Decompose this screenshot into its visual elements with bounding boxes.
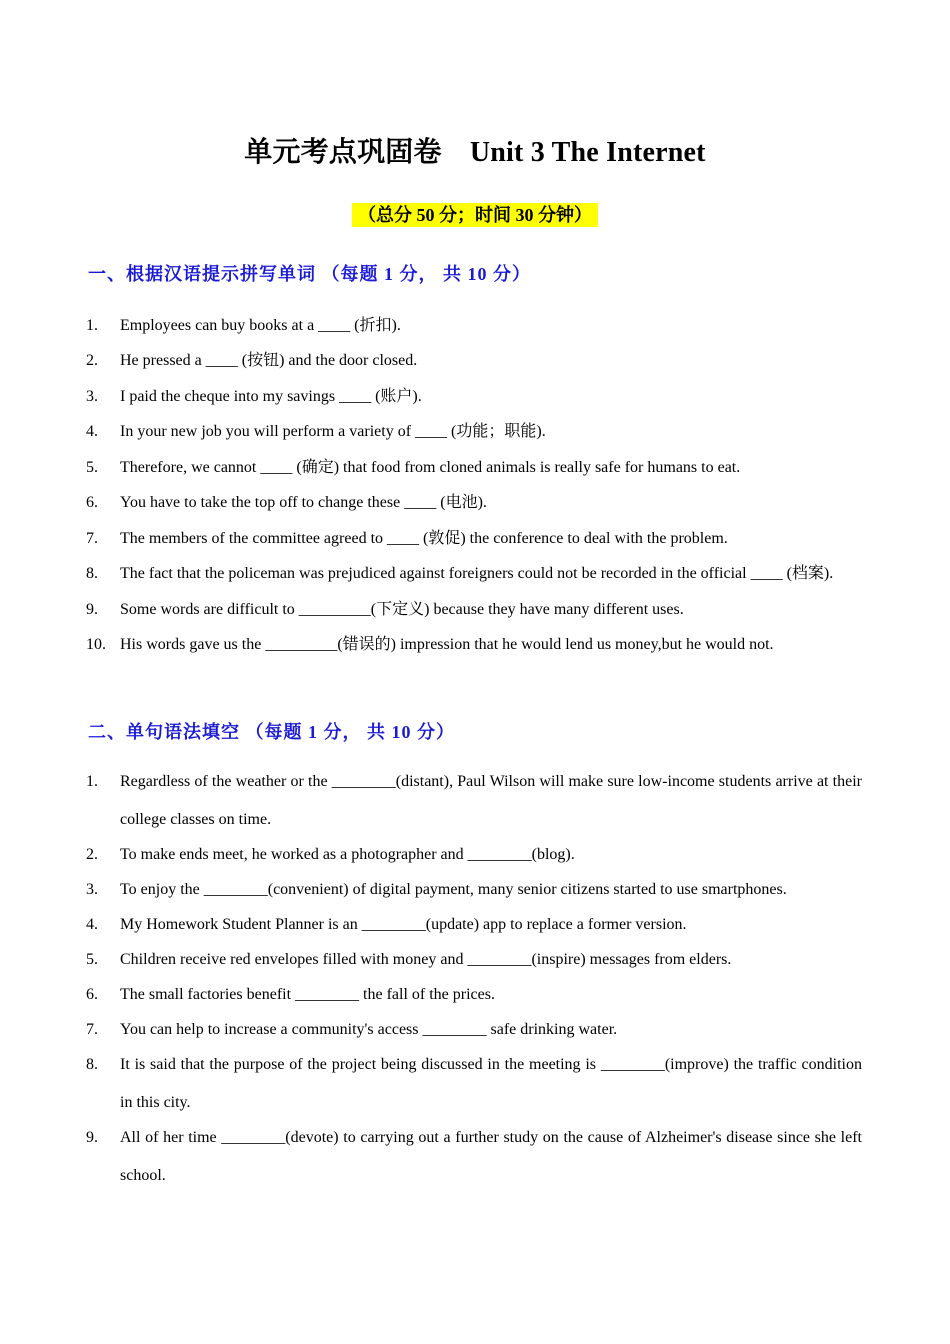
- section-2-heading: 二、单句语法填空 （每题 1 分， 共 10 分）: [88, 722, 455, 742]
- question-text: Therefore, we cannot ____ (确定) that food from cloned animals is really safe for humans to eat.: [120, 459, 741, 476]
- question-number: 3.: [86, 881, 98, 898]
- question-text: To enjoy the ________(convenient) of digital payment, many senior citizens started to use smartphones.: [120, 881, 787, 898]
- question-text: My Homework Student Planner is an ________(update) app to replace a former version.: [120, 916, 687, 933]
- question-text: You can help to increase a community's access ________ safe drinking water.: [120, 1021, 618, 1038]
- question-item: [86, 906, 866, 944]
- question-number: 5.: [86, 459, 98, 476]
- question-number: 4.: [86, 423, 98, 440]
- question-text: Some words are difficult to _________(下定义) because they have many different uses.: [120, 601, 684, 618]
- question-text: The small factories benefit ________ the fall of the prices.: [120, 986, 495, 1003]
- question-text: He pressed a ____ (按钮) and the door closed.: [120, 352, 418, 369]
- question-item: [86, 1011, 866, 1049]
- question-text: It is said that the purpose of the project being discussed in the meeting is ________(improve) the traffic condition in this city.: [120, 1056, 862, 1111]
- subtitle-container: [0, 203, 950, 227]
- question-item: [86, 1046, 866, 1122]
- question-number: 10.: [86, 636, 106, 653]
- question-text: In your new job you will perform a variety of ____ (功能；职能).: [120, 423, 546, 440]
- question-number: 2.: [86, 846, 98, 863]
- question-item: [86, 976, 866, 1014]
- question-text: The members of the committee agreed to ____ (敦促) the conference to deal with the problem.: [120, 530, 728, 547]
- page-title: 单元考点巩固卷 Unit 3 The Internet: [244, 137, 706, 168]
- question-item: [86, 763, 866, 839]
- question-number: 6.: [86, 494, 98, 511]
- question-text: I paid the cheque into my savings ____ (账户).: [120, 388, 422, 405]
- question-item: [86, 871, 866, 909]
- question-text: All of her time ________(devote) to carrying out a further study on the cause of Alzheimer's disease since she left school.: [120, 1129, 862, 1184]
- question-number: 3.: [86, 388, 98, 405]
- question-number: 9.: [86, 1129, 98, 1146]
- question-item: [86, 941, 866, 979]
- score-time-subtitle: （总分 50 分；时间 30 分钟）: [352, 203, 598, 227]
- question-item: [86, 1119, 866, 1195]
- question-text: You have to take the top off to change these ____ (电池).: [120, 494, 487, 511]
- question-number: 5.: [86, 951, 98, 968]
- question-number: 2.: [86, 352, 98, 369]
- question-text: The fact that the policeman was prejudiced against foreigners could not be recorded in the official ____ (档案).: [120, 565, 834, 582]
- question-text: Children receive red envelopes filled with money and ________(inspire) messages from elders.: [120, 951, 732, 968]
- question-number: 8.: [86, 565, 98, 582]
- question-number: 7.: [86, 1021, 98, 1038]
- section-1-heading: 一、根据汉语提示拼写单词 （每题 1 分， 共 10 分）: [88, 264, 531, 284]
- question-text: To make ends meet, he worked as a photographer and ________(blog).: [120, 846, 575, 863]
- question-number: 4.: [86, 916, 98, 933]
- question-item: [86, 836, 866, 874]
- question-text: His words gave us the _________(错误的) impression that he would lend us money,but he would not.: [120, 636, 774, 653]
- question-number: 6.: [86, 986, 98, 1003]
- question-number: 8.: [86, 1056, 98, 1073]
- question-number: 7.: [86, 530, 98, 547]
- question-text: Employees can buy books at a ____ (折扣).: [120, 317, 401, 334]
- question-number: 1.: [86, 317, 98, 334]
- question-number: 9.: [86, 601, 98, 618]
- question-number: 1.: [86, 773, 98, 790]
- question-text: Regardless of the weather or the ________(distant), Paul Wilson will make sure low-income students arrive at their college classes on time.: [120, 773, 862, 828]
